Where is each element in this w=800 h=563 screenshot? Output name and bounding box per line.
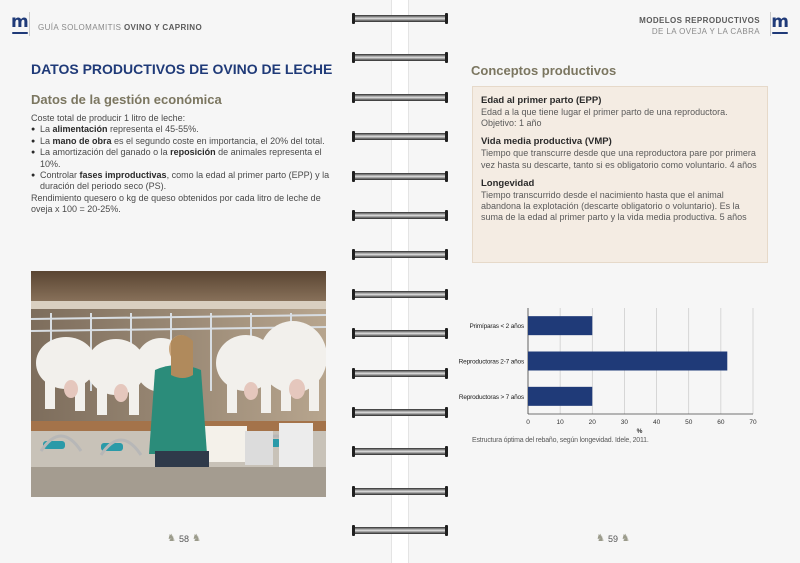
concept-text: Tiempo transcurrido desde el nacimiento hasta que el animal abandona la explotación (descarte obligatorio o voluntario). Es la suma de la edad al primer parto y la vida media productiva. 5 años	[481, 189, 747, 223]
concept-text: Tiempo que transcurre desde que una reproductora pare por primera vez hasta su descarte, tanto si es obligatorio como voluntario. 4 años	[481, 148, 757, 170]
brand-logo: m	[771, 12, 789, 32]
header-guide: GUÍA SOLOMAMITIS	[38, 23, 122, 32]
chart-tick-label: 60	[717, 419, 725, 426]
right-page	[408, 0, 800, 563]
concept-term: Longevidad	[481, 177, 535, 189]
chart-tick-label: 20	[588, 419, 596, 426]
binding-ring	[352, 131, 448, 142]
page-number: 59	[607, 533, 618, 544]
binding-ring	[352, 171, 448, 182]
binding-ring	[352, 13, 448, 24]
binding-ring	[352, 92, 448, 103]
header-line-1: MODELOS REPRODUCTIVOS	[639, 16, 760, 25]
sheep-icon: ♞	[620, 533, 630, 544]
chart-tick-label: 70	[749, 419, 757, 426]
binding-ring	[352, 249, 448, 260]
chart-bar	[528, 316, 592, 335]
page-folio	[167, 533, 201, 544]
binding-ring	[352, 328, 448, 339]
chart-caption: Estructura óptima del rebaño, según longevidad. Idele, 2011.	[472, 437, 649, 444]
chart-x-axis-label: %	[636, 428, 643, 435]
left-page	[0, 0, 392, 563]
bullet-item: ● Controlar fases improductivas, como la edad al primer parto (EPP) y la duración del periodo seco (PS).	[31, 170, 331, 193]
sheep-icon: ♞	[167, 533, 176, 544]
bullet-item: ● La amortización del ganado o la reposición de animales representa el 10%.	[31, 147, 331, 170]
binding-ring	[352, 446, 448, 457]
concept-term: Edad al primer parto (EPP)	[481, 95, 602, 106]
chart-category-label: Reproductoras 2-7 años	[458, 358, 524, 366]
intro-paragraph: Coste total de producir 1 litro de leche:	[31, 113, 186, 123]
binding-ring	[352, 525, 448, 536]
binding-ring	[352, 52, 448, 63]
brand-logo: m	[11, 12, 29, 32]
header-line-2: DE LA OVEJA Y LA CABRA	[651, 27, 760, 36]
binding-ring	[352, 407, 448, 418]
milking-parlor-photo	[31, 271, 326, 497]
binding-ring	[352, 289, 448, 300]
concept-term: Vida media productiva (VMP)	[481, 136, 612, 148]
running-header	[38, 23, 202, 32]
binding-ring	[352, 368, 448, 379]
closing-paragraph: Rendimiento quesero o kg de queso obtenidos por cada litro de leche de oveja x 100 = 20-25%.	[31, 192, 321, 215]
chart-bar	[528, 352, 727, 371]
bullet-item: ● La mano de obra es el segundo coste en importancia, el 20% del total.	[31, 136, 331, 147]
chart-tick-label: 0	[526, 419, 530, 426]
chart-tick-label: 50	[685, 419, 693, 426]
chart-tick-label: 10	[556, 419, 564, 426]
binding-ring	[352, 486, 448, 497]
body-text	[31, 113, 331, 216]
section-subtitle: Datos de la gestión económica	[31, 92, 222, 107]
page-folio	[596, 533, 630, 544]
chart-tick-label: 40	[652, 419, 661, 426]
herd-structure-chart	[409, 0, 800, 563]
chart-tick-label: 30	[620, 419, 629, 426]
chart-bar	[528, 387, 592, 406]
chart-category-label: Primíparas < 2 años	[469, 323, 524, 331]
header-topic: OVINO Y CAPRINO	[123, 23, 203, 32]
binding-ring	[352, 210, 448, 221]
chart-category-label: Reproductoras > 7 años	[458, 393, 524, 401]
page-number: 58	[178, 533, 189, 544]
goat-icon: ♞	[191, 533, 201, 544]
section-title: Conceptos productivos	[471, 63, 617, 78]
goat-icon: ♞	[596, 533, 605, 544]
concept-text: Edad a la que tiene lugar el primer parto de una reproductora. Objetivo: 1 año	[481, 107, 728, 129]
header-divider	[29, 12, 30, 36]
bullet-item: ● La alimentación representa el 45-55%.	[31, 124, 331, 135]
page-title: DATOS PRODUCTIVOS DE OVINO DE LECHE	[31, 61, 333, 77]
